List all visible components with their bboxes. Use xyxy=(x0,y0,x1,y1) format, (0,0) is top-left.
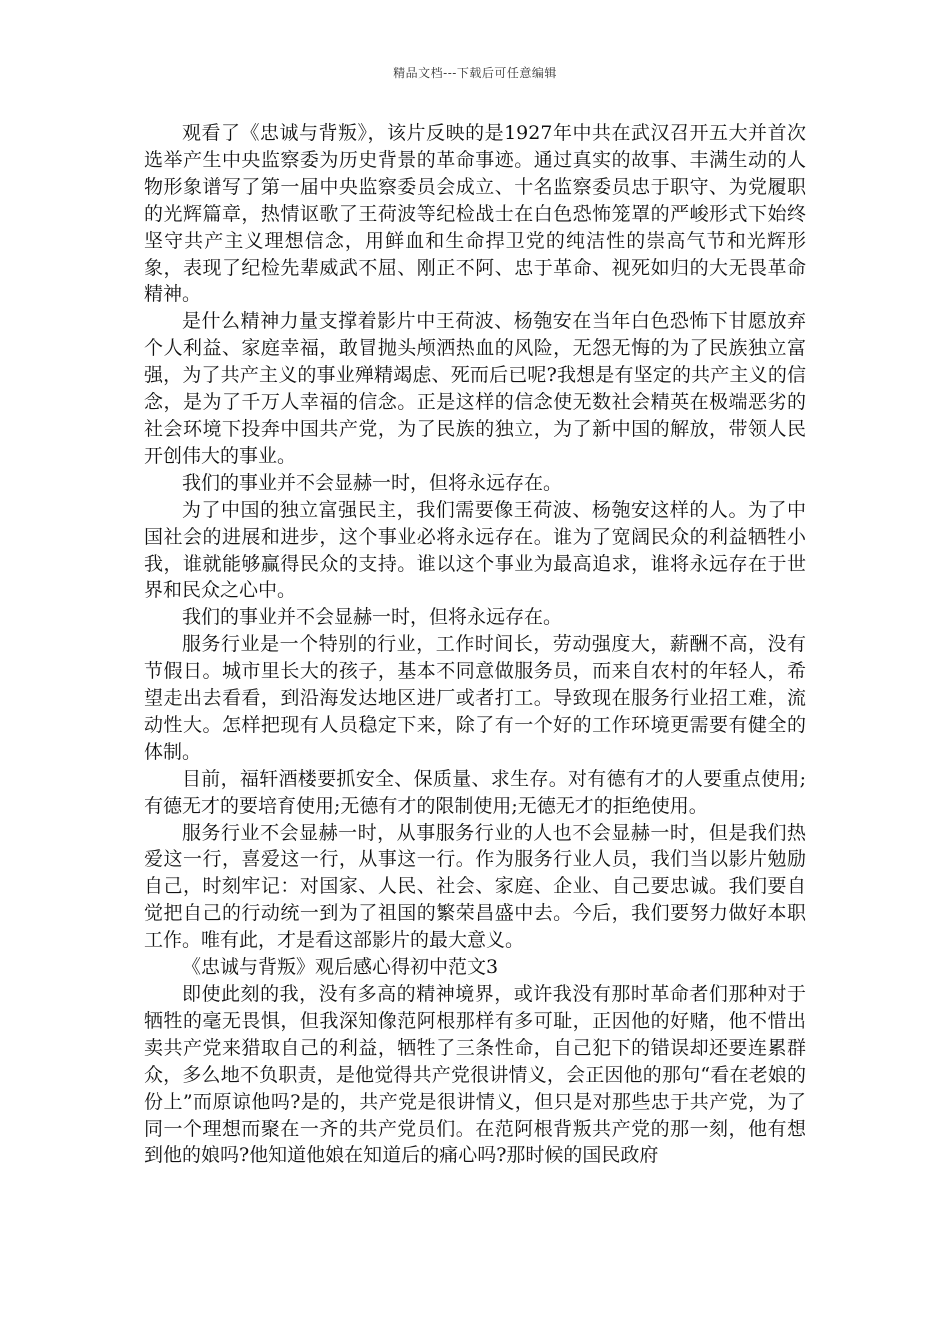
paragraph: 是什么精神力量支撑着影片中王荷波、杨匏安在当年白色恐怖下甘愿放弃个人利益、家庭幸福，敢冒抛头颅洒热血的风险，无怨无悔的为了民族独立富强，为了共产主义的事业殚精竭虑、死而后已呢?我想是有坚定的共产主义的信念，是为了千万人幸福的信念。正是这样的信念使无数社会精英在极端恶劣的社会环境下投奔中国共产党，为了民族的独立，为了新中国的解放，带领人民开创伟大的事业。 xyxy=(144,310,806,467)
paragraph: 我们的事业并不会显赫一时，但将永远存在。 xyxy=(182,606,563,629)
page-header: 精品文档---下载后可任意编辑 xyxy=(393,66,557,80)
section-heading: 《忠诚与背叛》观后感心得初中范文3 xyxy=(182,956,499,979)
paragraph: 服务行业是一个特别的行业，工作时间长，劳动强度大，薪酬不高，没有节假日。城市里长大的孩子，基本不同意做服务员，而来自农村的年轻人，希望走出去看看，到沿海发达地区进厂或者打工。导致现在服务行业招工难，流动性大。怎样把现有人员稳定下来，除了有一个好的工作环境更需要有健全的体制。 xyxy=(144,633,806,763)
paragraph: 目前，福轩酒楼要抓安全、保质量、求生存。对有德有才的人要重点使用;有德无才的要培育使用;无德有才的限制使用;无德无才的拒绝使用。 xyxy=(144,767,806,817)
paragraph: 服务行业不会显赫一时，从事服务行业的人也不会显赫一时，但是我们热爱这一行，喜爱这一行，从事这一行。作为服务行业人员，我们当以影片勉励自己，时刻牢记：对国家、人民、社会、家庭、企业、自己要忠诚。我们要自觉把自己的行动统一到为了祖国的繁荣昌盛中去。今后，我们要努力做好本职工作。唯有此，才是看这部影片的最大意义。 xyxy=(144,821,806,952)
document-body xyxy=(144,120,806,1169)
paragraph: 为了中国的独立富强民主，我们需要像王荷波、杨匏安这样的人。为了中国社会的进展和进步，这个事业必将永远存在。谁为了宽阔民众的利益牺牲小我，谁就能够赢得民众的支持。谁以这个事业为最高追求，谁将永远存在于世界和民众之心中。 xyxy=(144,498,806,602)
paragraph: 我们的事业并不会显赫一时，但将永远存在。 xyxy=(182,471,563,494)
paragraph: 即使此刻的我，没有多高的精神境界，或许我没有那时革命者们那种对于牺牲的毫无畏惧，但我深知像范阿根那样有多可耻，正因他的好赌，他不惜出卖共产党来猎取自己的利益，牺牲了三条性命，自己犯下的错误却还要连累群众，多么地不负职责，是他觉得共产党很讲情义，会正因他的那句“看在老娘的份上”而原谅他吗?是的，共产党是很讲情义，但只是对那些忠于共产党，为了同一个理想而聚在一齐的共产党员们。在范阿根背叛共产党的那一刻，他有想到他的娘吗?他知道他娘在知道后的痛心吗?那时候的国民政府 xyxy=(144,983,806,1167)
paragraph: 观看了《忠诚与背叛》，该片反映的是1927年中共在武汉召开五大并首次选举产生中央监察委为历史背景的革命事迹。通过真实的故事、丰满生动的人物形象谱写了第一届中央监察委员会成立、十名监察委员忠于职守、为党履职的光辉篇章，热情讴歌了王荷波等纪检战士在白色恐怖笼罩的严峻形式下始终坚守共产主义理想信念，用鲜血和生命捍卫党的纯洁性的崇高气节和光辉形象，表现了纪检先辈威武不屈、刚正不阿、忠于革命、视死如归的大无畏革命精神。 xyxy=(144,122,806,306)
